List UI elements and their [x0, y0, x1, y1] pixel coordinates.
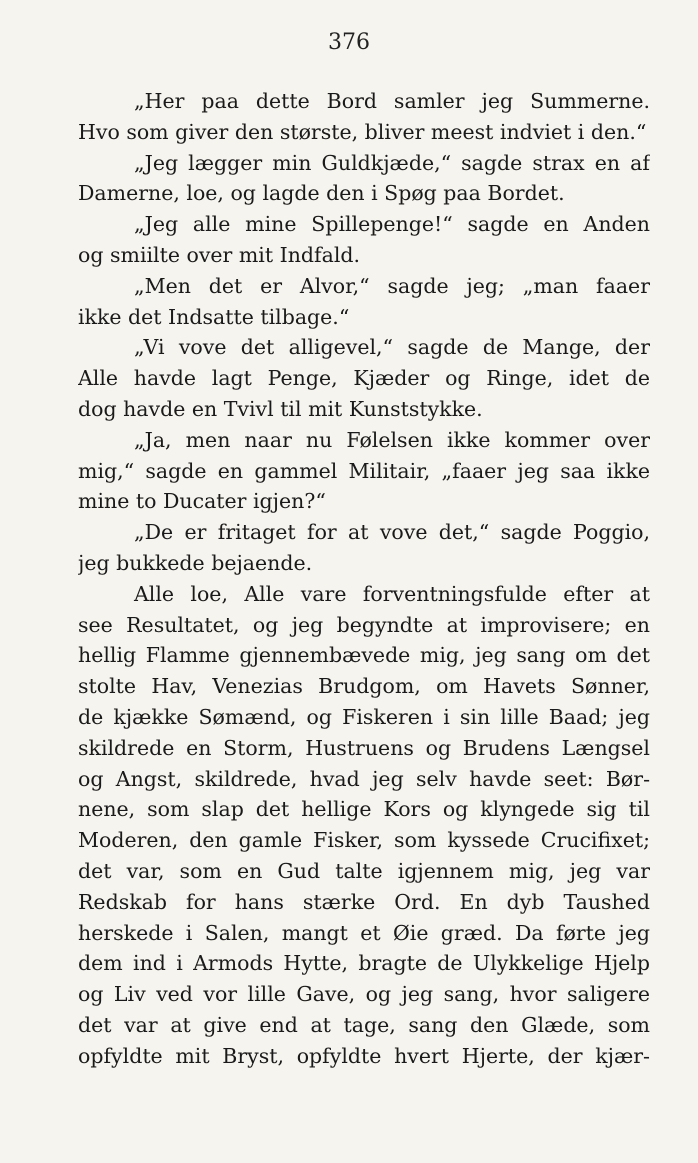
text-line: og Liv ved vor lille Gave, og jeg sang, hvor saligere: [78, 982, 650, 1007]
text-line: mig,“ sagde en gammel Militair, „faaer jeg saa ikke: [78, 458, 650, 483]
text-line: Moderen, den gamle Fisker, som kyssede Crucifixet;: [78, 828, 650, 853]
text-line: det var, som en Gud talte igjennem mig, jeg var: [78, 858, 650, 883]
page-number: 376: [328, 30, 370, 55]
text-line: Alle havde lagt Penge, Kjæder og Ringe, idet de: [78, 366, 650, 391]
body-text: [78, 86, 650, 1072]
text-line: see Resultatet, og jeg begyndte at improvisere; en: [78, 612, 650, 637]
text-line: „Vi vove det alligevel,“ sagde de Mange, der: [134, 335, 650, 360]
text-line: „Her paa dette Bord samler jeg Summerne.: [134, 89, 650, 113]
text-line: nene, som slap det hellige Kors og klyngede sig til: [78, 797, 650, 822]
text-line: Alle loe, Alle vare forventningsfulde efter at: [134, 581, 650, 606]
text-line: „Men det er Alvor,“ sagde jeg; „man faaer: [134, 273, 650, 298]
text-line: stolte Hav, Venezias Brudgom, om Havets Sønner,: [78, 674, 650, 699]
text-line: dem ind i Armods Hytte, bragte de Ulykkelige Hjelp: [78, 951, 650, 976]
text-line: Hvo som giver den største, bliver meest indviet i den.“: [78, 119, 647, 144]
text-line: og Angst, skildrede, hvad jeg selv havde seet: Bør-: [78, 766, 650, 791]
text-line: hellig Flamme gjennembævede mig, jeg sang om det: [78, 643, 650, 668]
text-line: og smiilte over mit Indfald.: [78, 242, 361, 267]
text-line: herskede i Salen, mangt et Øie græd. Da førte jeg: [78, 920, 650, 945]
text-line: Damerne, loe, og lagde den i Spøg paa Bordet.: [78, 181, 565, 206]
text-line: skildrede en Storm, Hustruens og Brudens Længsel: [78, 735, 650, 760]
text-line: „De er fritaget for at vove det,“ sagde Poggio,: [134, 520, 650, 545]
text-line: de kjække Sømænd, og Fiskeren i sin lille Baad; jeg: [78, 704, 650, 729]
text-line: dog havde en Tvivl til mit Kunststykke.: [78, 396, 483, 421]
text-line: jeg bukkede bejaende.: [78, 550, 313, 575]
text-line: opfyldte mit Bryst, opfyldte hvert Hjerte, der kjær-: [78, 1043, 650, 1068]
text-line: „Ja, men naar nu Følelsen ikke kommer over: [134, 427, 650, 452]
text-line: „Jeg alle mine Spillepenge!“ sagde en Anden: [134, 212, 650, 237]
text-line: „Jeg lægger min Guldkjæde,“ sagde strax en af: [134, 150, 650, 175]
text-line: det var at give end at tage, sang den Glæde, som: [78, 1012, 650, 1037]
text-line: mine to Ducater igjen?“: [78, 489, 326, 514]
text-line: Redskab for hans stærke Ord. En dyb Taushed: [78, 889, 650, 914]
text-line: ikke det Indsatte tilbage.“: [78, 304, 350, 329]
